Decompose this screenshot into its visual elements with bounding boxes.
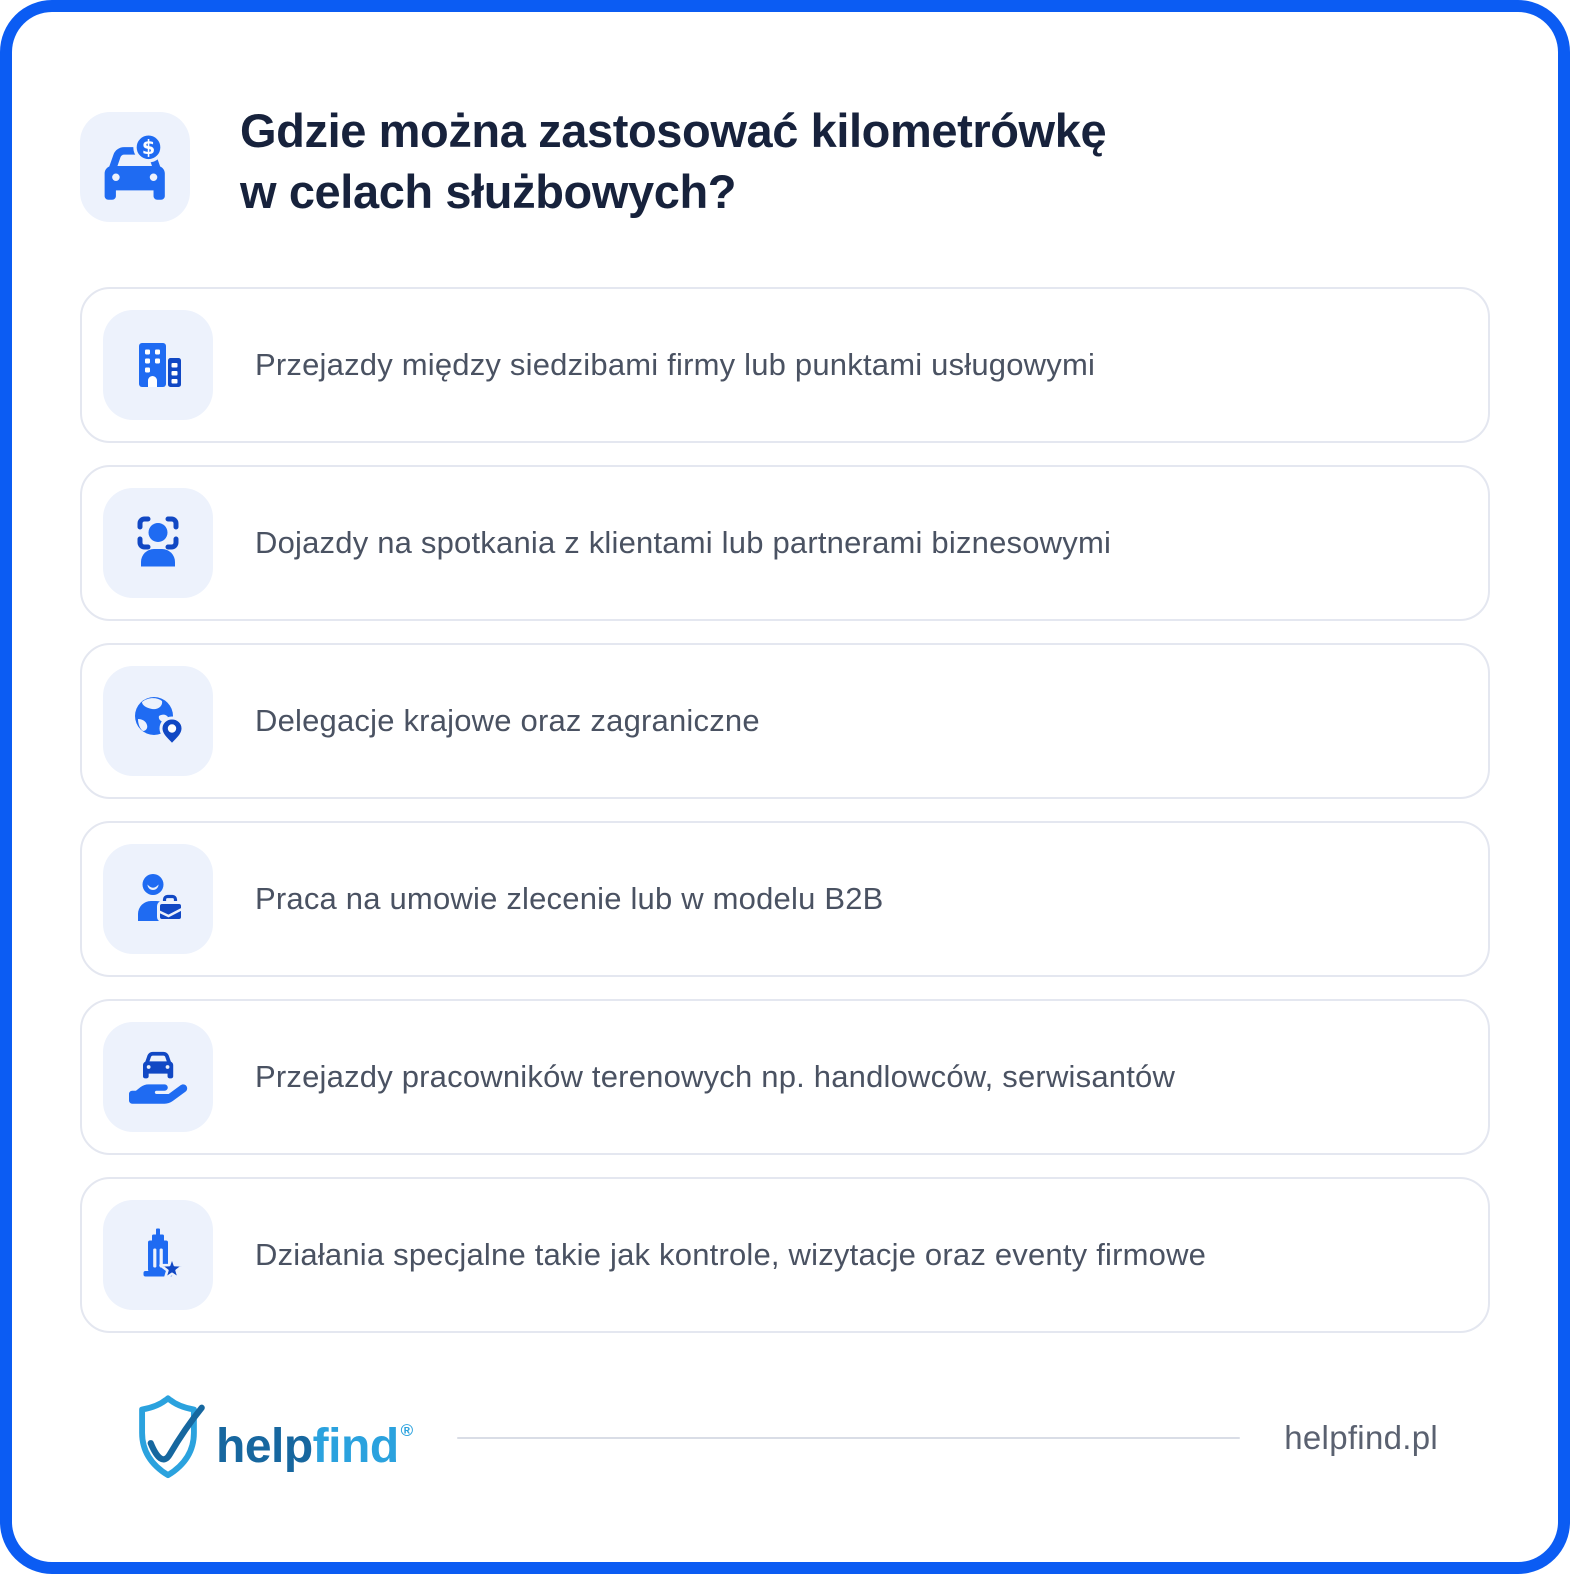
- icon-tile: [103, 666, 213, 776]
- site-url: helpfind.pl: [1284, 1419, 1438, 1456]
- list-item: [80, 999, 1490, 1155]
- shield-check-icon: [130, 1393, 206, 1483]
- logo-find: find: [312, 1420, 399, 1473]
- icon-tile: [103, 310, 213, 420]
- icon-tile: [103, 1200, 213, 1310]
- icon-tile: [103, 844, 213, 954]
- item-text: Przejazdy między siedzibami firmy lub punktami usługowymi: [255, 347, 1096, 382]
- registered-mark: ®: [400, 1421, 413, 1440]
- list-item: [80, 821, 1490, 977]
- icon-tile: [103, 488, 213, 598]
- icon-tile: [103, 1022, 213, 1132]
- person-briefcase-icon: [126, 867, 190, 931]
- list-item: [80, 465, 1490, 621]
- hand-car-icon: [126, 1045, 190, 1109]
- list-item: [80, 287, 1490, 443]
- logo-text: [216, 1407, 413, 1471]
- globe-pin-icon: [126, 689, 190, 753]
- helpfind-logo: [130, 1393, 413, 1483]
- svg-text:$: $: [141, 136, 156, 160]
- car-dollar-icon: [99, 131, 171, 203]
- footer: [130, 1390, 1438, 1486]
- page-title: Gdzie można zastosować kilometrówkę w celach służbowych?: [240, 104, 1107, 218]
- item-text: Praca na umowie zlecenie lub w modelu B2B: [255, 881, 884, 916]
- benefits-list: [80, 287, 1490, 1333]
- item-text: Delegacje krajowe oraz zagraniczne: [255, 703, 760, 738]
- footer-divider: [457, 1437, 1241, 1439]
- list-item: [80, 643, 1490, 799]
- item-text: Przejazdy pracowników terenowych np. handlowców, serwisantów: [255, 1059, 1176, 1094]
- list-item: [80, 1177, 1490, 1333]
- item-text: Działania specjalne takie jak kontrole, wizytacje oraz eventy firmowe: [255, 1237, 1207, 1272]
- face-scan-icon: [126, 511, 190, 575]
- header-icon-tile: [80, 112, 190, 222]
- buildings-icon: [126, 333, 190, 397]
- item-text: Dojazdy na spotkania z klientami lub partnerami biznesowymi: [255, 525, 1112, 560]
- monument-star-icon: [126, 1223, 190, 1287]
- logo-help: help: [216, 1420, 313, 1473]
- content-card: [12, 12, 1558, 1562]
